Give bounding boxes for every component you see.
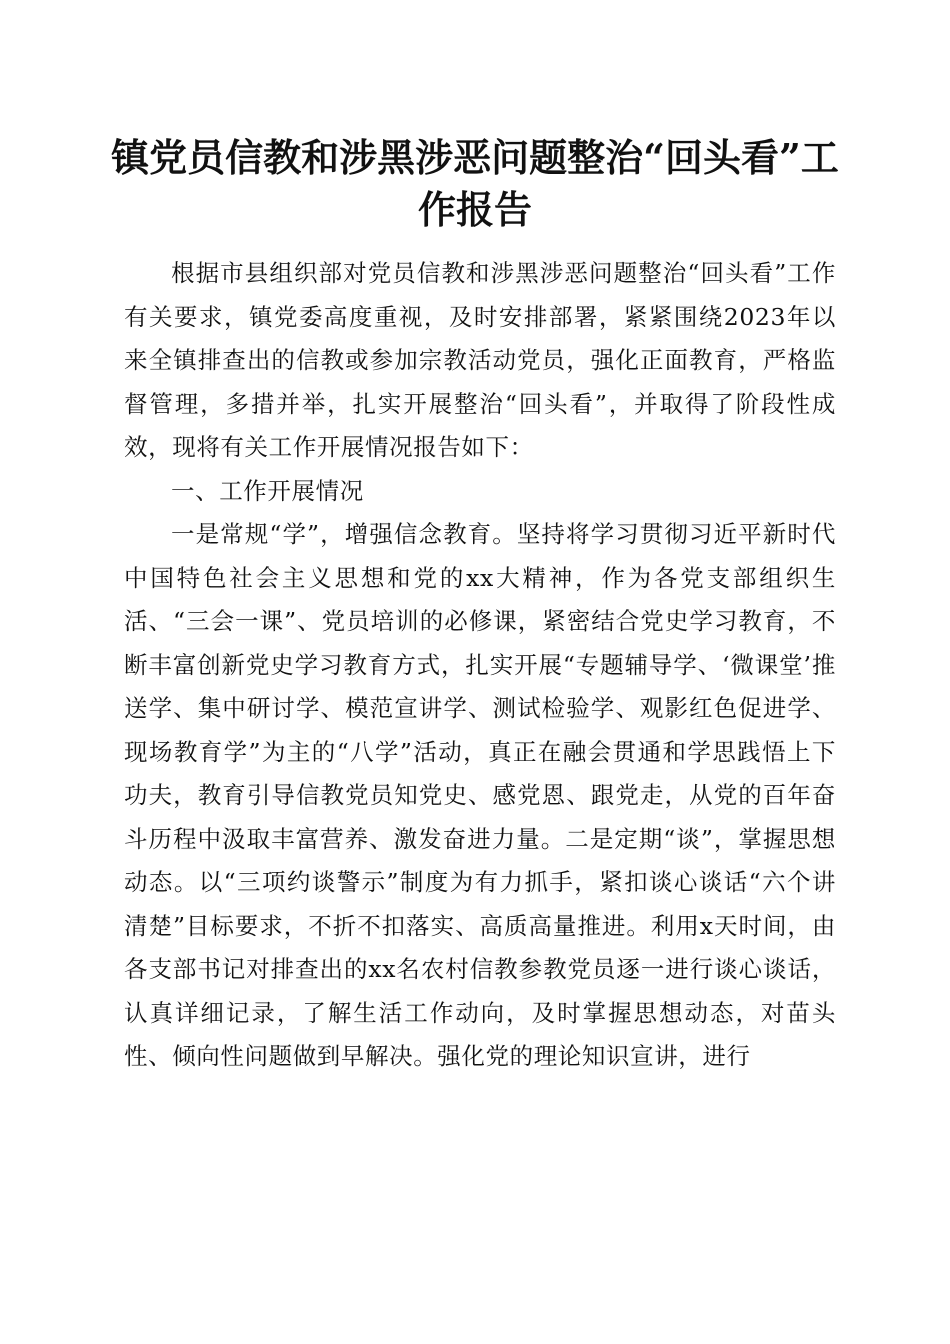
intro-paragraph: 根据市县组织部对党员信教和涉黑涉恶问题整治“回头看”工作有关要求，镇党委高度重视，及时安排部署，紧紧围绕2023年以来全镇排查出的信教或参加宗教活动党员，强化正面教育，严格监督管理，多措并举，扎实开展整治“回头看”，并取得了阶段性成效，现将有关工作开展情况报告如下： <box>124 259 836 461</box>
document-body <box>124 252 836 1079</box>
body-paragraph: 一是常规“学”，增强信念教育。坚持将学习贯彻习近平新时代中国特色社会主义思想和党的xx大精神，作为各党支部组织生活、“三会一课”、党员培训的必修课，紧密结合党史学习教育，不断丰富创新党史学习教育方式，扎实开展“专题辅导学、‘微课堂’推送学、集中研讨学、模范宣讲学、测试检验学、观影红色促进学、现场教育学”为主的“八学”活动，真正在融会贯通和学思践悟上下功夫，教育引导信教党员知党史、感党恩、跟党走，从党的百年奋斗历程中汲取丰富营养、激发奋进力量。二是定期“谈”，掌握思想动态。以“三项约谈警示”制度为有力抓手，紧扣谈心谈话“六个讲清楚”目标要求，不折不扣落实、高质高量推进。利用x天时间，由各支部书记对排查出的xx名农村信教参教党员逐一进行谈心谈话，认真详细记录，了解生活工作动向，及时掌握思想动态，对苗头性、倾向性问题做到早解决。强化党的理论知识宣讲，进行 <box>124 520 836 1070</box>
section-heading: 一、工作开展情况 <box>171 476 364 505</box>
title-line-1: 镇党员信教和涉黑涉恶问题整治“回头看”工 <box>111 135 839 180</box>
document-title <box>110 132 840 236</box>
title-line-2: 作报告 <box>417 187 532 232</box>
